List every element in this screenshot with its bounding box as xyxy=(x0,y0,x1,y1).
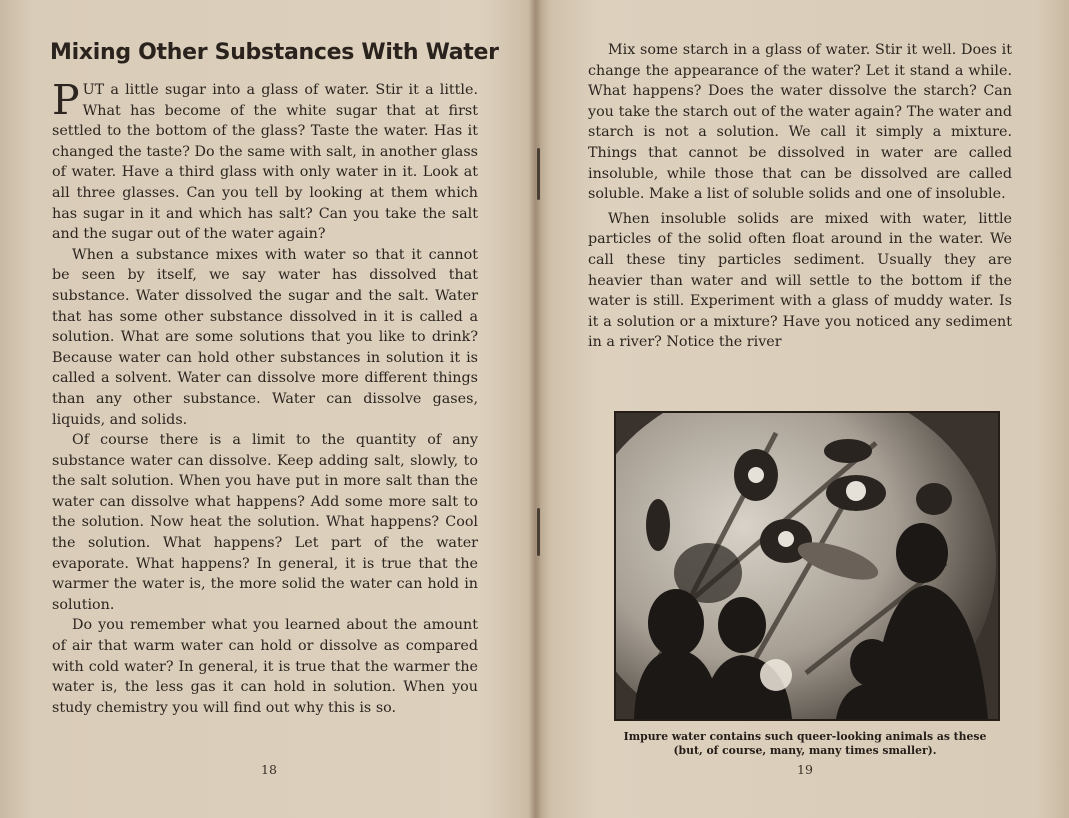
microorganisms-illustration xyxy=(616,413,998,719)
page-number: 18 xyxy=(261,762,277,777)
illustration xyxy=(614,411,1000,721)
left-text-column xyxy=(52,76,478,718)
page-number: 19 xyxy=(797,762,813,777)
paragraph: Do you remember what you learned about the amount of air that warm water can hold or dissolve as compared with cold water? In general, it is true that the warmer the water is, the less gas it can hold in solution. When you study chemistry you will find out why this is so. xyxy=(52,617,478,716)
figure-caption xyxy=(595,730,1015,758)
paragraph: Mix some starch in a glass of water. Stir it well. Does it change the appearance of the water? Let it stand a while. What happens? Does the water dissolve the starch? Can you take the starch out of the water again? The water and starch is not a solution. We call it simply a mixture. Things that cannot be dissolved in water are called insoluble, while those that can be dissolved are called soluble. Make a list of soluble solids and one of insoluble. xyxy=(588,42,1012,203)
caption-line: (but, of course, many, many times smaller). xyxy=(673,744,937,757)
paragraph xyxy=(52,76,478,245)
right-text-column xyxy=(588,40,1012,353)
right-page xyxy=(535,0,1069,818)
caption-line: Impure water contains such queer-looking animals as these xyxy=(623,730,987,743)
left-page xyxy=(0,0,534,818)
drop-cap: P xyxy=(52,76,80,124)
paragraph: When a substance mixes with water so that it cannot be seen by itself, we say water has dissolved that substance. Water dissolved the sugar and the salt. Water that has some other substance dissolved in it is called a solution. What are some solutions that you like to drink? Because water can hold other substances in solution it is called a solvent. Water can dissolve more different things than any other substance. Water can dissolve gases, liquids, and solids. xyxy=(52,246,478,428)
page-title: Mixing Other Substances With Water xyxy=(50,40,499,65)
paragraph: Of course there is a limit to the quantity of any substance water can dissolve. Keep adding salt, slowly, to the salt solution. When you have put in more salt than the water can dissolve what happens? Add some more salt to the solution. Now heat the solution. What happens? Cool the solution. What happens? Let part of the water evaporate. What happens? In general, it is true that the warmer the water is, the more solid the water can hold in solution. xyxy=(52,432,478,613)
paragraph-text: UT a little sugar into a glass of water. Stir it a little. What has become of the white sugar that at first settled to the bottom of the glass? Taste the water. Has it changed the taste? Do the same with salt, in another glass of water. Have a third glass with only water in it. Look at all three glasses. Can you tell by looking at them which has sugar in it and which has salt? Can you take the salt and the sugar out of the water again? xyxy=(52,82,478,243)
paragraph: When insoluble solids are mixed with water, little particles of the solid often float around in the water. We call these tiny particles sediment. Usually they are heavier than water and will settle to the bottom if the water is still. Experiment with a glass of muddy water. Is it a solution or a mixture? Have you noticed any sediment in a river? Notice the river xyxy=(588,210,1012,351)
